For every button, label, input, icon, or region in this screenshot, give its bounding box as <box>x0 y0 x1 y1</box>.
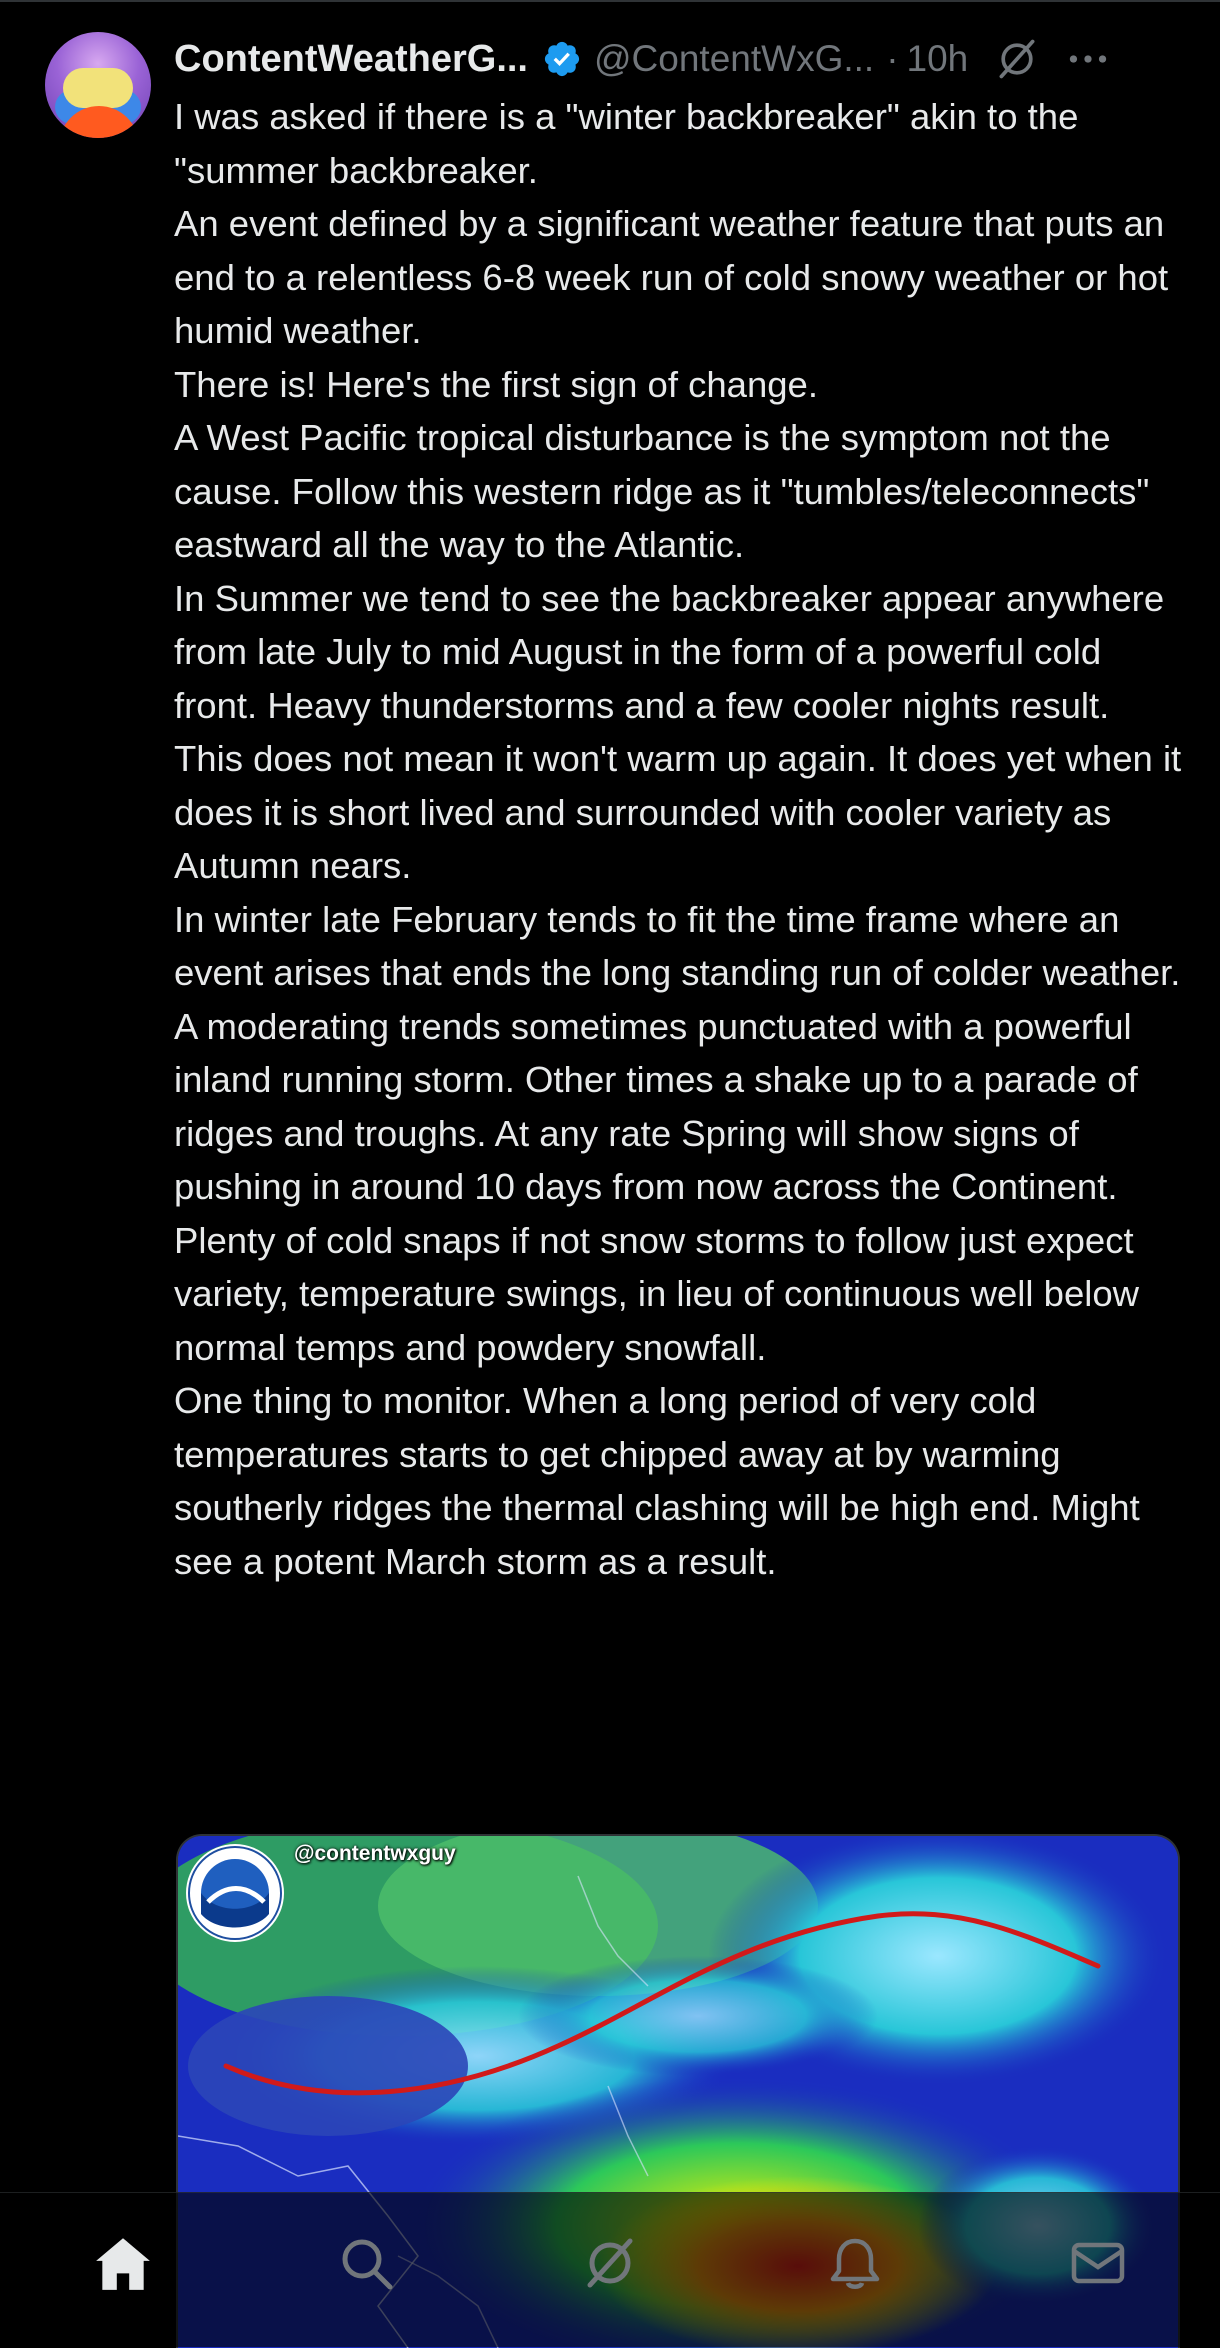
display-name[interactable]: ContentWeatherG... <box>174 37 528 80</box>
post-paragraph: This does not mean it won't warm up again. It does yet when it does it is short lived and surrounded with cooler variety as Autumn nears. <box>174 738 1182 886</box>
post-paragraph: An event defined by a significant weather feature that puts an end to a relentless 6-8 week run of cold snowy weather or hot humid weather. <box>174 203 1169 351</box>
watermark: @contentwxguy <box>294 1842 456 1865</box>
search-icon[interactable] <box>326 2223 406 2303</box>
bottom-nav <box>0 2192 1220 2347</box>
post-paragraph: In Summer we tend to see the backbreaker appear anywhere from late July to mid August in the form of a powerful cold front. Heavy thunderstorms and a few cooler nights result. <box>174 577 1165 726</box>
post-paragraph: There is! Here's the first sign of change. <box>174 363 818 405</box>
post-paragraph: A West Pacific tropical disturbance is the symptom not the cause. Follow this western ridge as it "tumbles/teleconnects" eastward all the way to the Atlantic. <box>174 417 1150 565</box>
post-header <box>174 30 1200 88</box>
grok-icon[interactable] <box>570 2223 650 2303</box>
post-text <box>174 90 1184 1588</box>
more-icon[interactable] <box>1066 37 1110 81</box>
handle[interactable]: @ContentWxG... <box>594 38 875 79</box>
notifications-icon[interactable] <box>815 2223 895 2303</box>
post-paragraph: One thing to monitor. When a long period of very cold temperatures starts to get chipped away at by warming southerly ridges the thermal clashing will be high end. Might see a potent March storm as a result. <box>174 1380 1140 1582</box>
home-icon[interactable] <box>83 2223 163 2303</box>
post-paragraph: I was asked if there is a "winter backbreaker" akin to the "summer backbreaker. <box>174 96 1079 191</box>
verified-badge-icon[interactable] <box>542 39 582 79</box>
separator-dot: · <box>886 38 899 79</box>
grok-icon[interactable] <box>992 34 1042 84</box>
avatar[interactable] <box>45 32 151 138</box>
noaa-logo <box>186 1844 284 1942</box>
timestamp[interactable]: 10h <box>906 38 969 79</box>
post-paragraph: In winter late February tends to fit the time frame where an event arises that ends the long standing run of colder weather. A moderating trends sometimes punctuated with a powerful inland running storm. Other times a shake up to a parade of ridges and troughs. At any rate Spring will show signs of pushing in around 10 days from now across the Continent. <box>174 898 1181 1207</box>
top-divider <box>0 0 1220 2</box>
post-paragraph: Plenty of cold snaps if not snow storms to follow just expect variety, temperature swings, in lieu of continuous well below normal temps and powdery snowfall. <box>174 1219 1140 1368</box>
messages-icon[interactable] <box>1058 2223 1138 2303</box>
